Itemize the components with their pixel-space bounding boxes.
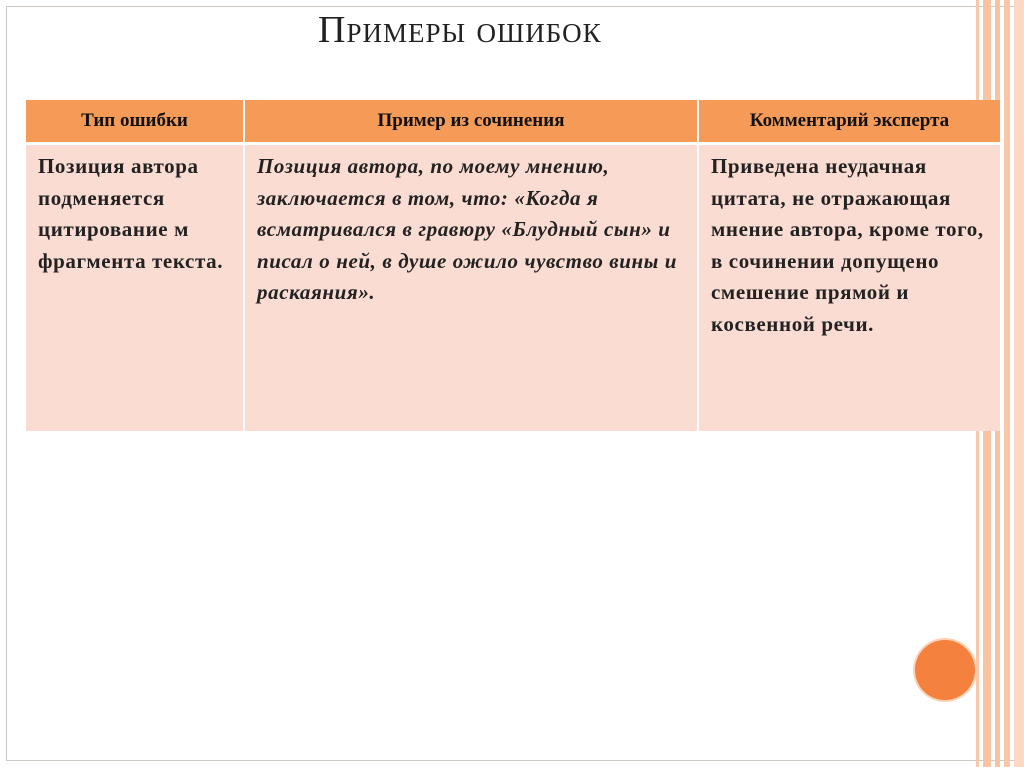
header-error-type: Тип ошибки <box>26 100 244 144</box>
header-example: Пример из сочинения <box>244 100 698 144</box>
decor-stripe <box>1004 0 1010 767</box>
table-row <box>26 144 1000 432</box>
cell-error-type: Позиция автора подменяется цитирование м фрагмента текста. <box>26 144 244 432</box>
errors-table <box>26 100 1000 431</box>
table-header-row <box>26 100 1000 144</box>
cell-expert-comment: Приведена неудачная цитата, не отражающая мнение автора, кроме того, в сочинении допущено смешение прямой и косвенной речи. <box>698 144 1000 432</box>
header-expert-comment: Комментарий эксперта <box>698 100 1000 144</box>
decor-circle <box>915 640 975 700</box>
decor-stripe <box>1014 0 1024 767</box>
cell-example: Позиция автора, по моему мнению, заключается в том, что: «Когда я всматривался в гравюру «Блудный сын» и писал о ней, в душе ожило чувство вины и раскаяния». <box>244 144 698 432</box>
slide-title: Примеры ошибок <box>318 9 602 51</box>
